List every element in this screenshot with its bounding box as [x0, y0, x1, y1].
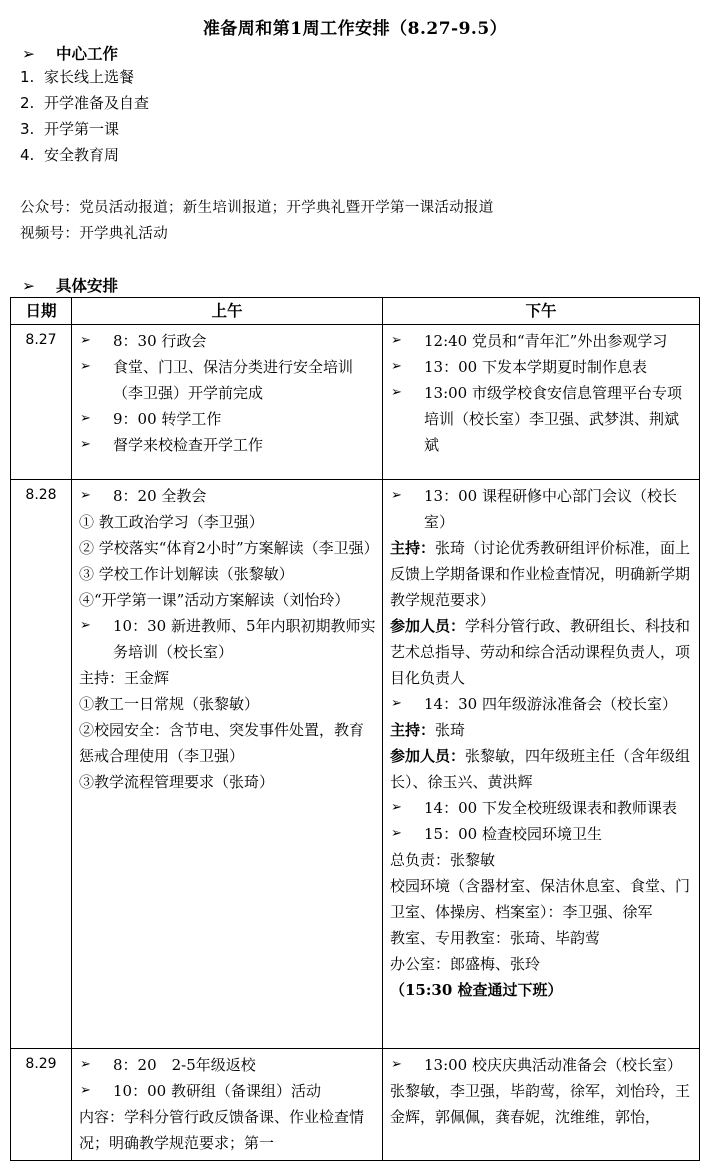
- row-date: 8.27: [11, 325, 72, 480]
- schedule-heading: ➢ 具体安排: [22, 276, 119, 295]
- schedule-item: ➢ 食堂、门卫、保洁分类进行安全培训（李卫强）开学前完成: [79, 354, 376, 406]
- schedule-text: ①教工一日常规（张黎敏）: [79, 695, 260, 713]
- schedule-text: 参加人员：学科分管行政、教研组长、科技和艺术总指导、劳动和综合活动课程负责人，项目化负责人: [390, 617, 691, 687]
- schedule-text: 主持：张琦（讨论优秀教研组评价标准，面上反馈上学期备课和作业检查情况，明确新学期教学规范要求）: [390, 539, 691, 609]
- pm-cell: [383, 480, 700, 1049]
- header-pm: 下午: [383, 298, 700, 325]
- list-item: 4. 安全教育周: [20, 146, 120, 164]
- schedule-text: 参加人员：张黎敏，四年级班主任（含年级组长）、徐玉兴、黄洪辉: [390, 747, 691, 791]
- page-title: 准备周和第1周工作安排（8.27-9.5）: [202, 19, 508, 39]
- am-cell: [72, 1049, 383, 1161]
- schedule-item: ➢ 14：30 四年级游泳准备会（校长室）: [390, 691, 693, 717]
- header-date: 日期: [11, 298, 72, 325]
- schedule-subitem: ② 学校落实“体育2小时”方案解读（李卫强）: [79, 539, 379, 557]
- am-cell: [72, 325, 383, 480]
- list-item: 1. 家长线上选餐: [20, 68, 135, 86]
- schedule-item: ➢ 12:40 党员和“青年汇”外出参观学习: [390, 328, 693, 354]
- video-note: 视频号：开学典礼活动: [20, 226, 168, 242]
- schedule-item: ➢ 8：30 行政会: [79, 328, 376, 354]
- schedule-item: ➢ 13:00 校庆庆典活动准备会（校长室）: [390, 1052, 693, 1078]
- schedule-subitem: ① 教工政治学习（李卫强）: [79, 513, 264, 531]
- schedule-item: ➢ 13：00 课程研修中心部门会议（校长室）: [390, 483, 693, 535]
- schedule-item: ➢ 14：00 下发全校班级课表和教师课表: [390, 795, 693, 821]
- row-date: 8.29: [11, 1049, 72, 1161]
- list-item: 3. 开学第一课: [20, 120, 120, 138]
- header-am: 上午: [72, 298, 383, 325]
- schedule-subitem: ③ 学校工作计划解读（张黎敏）: [79, 565, 294, 583]
- wechat-note: 公众号：党员活动报道；新生培训报道；开学典礼暨开学第一课活动报道: [20, 200, 494, 216]
- schedule-item: ➢ 8：20 全教会: [79, 483, 376, 509]
- schedule-item: ➢ 8：20 2-5年级返校: [79, 1052, 376, 1078]
- schedule-text: 主持：张琦: [390, 721, 466, 739]
- schedule-item: ➢ 15：00 检查校园环境卫生: [390, 821, 693, 847]
- row-date: 8.28: [11, 480, 72, 1049]
- schedule-subitem: ④“开学第一课”活动方案解读（刘怡玲）: [79, 591, 350, 609]
- schedule-text: 办公室：郎盛梅、张玲: [390, 955, 541, 973]
- table-row: [11, 1049, 700, 1161]
- schedule-text: 校园环境（含器材室、保洁休息室、食堂、门卫室、体操房、档案室）：李卫强、徐军: [390, 877, 691, 921]
- schedule-text: 总负责：张黎敏: [390, 851, 496, 869]
- table-row: [11, 480, 700, 1049]
- schedule-table: [10, 297, 700, 1161]
- pm-cell: [383, 325, 700, 480]
- schedule-note: （15:30 检查通过下班）: [390, 981, 563, 999]
- schedule-text: 教室、专用教室：张琦、毕韵莺: [390, 929, 601, 947]
- list-item: 2. 开学准备及自查: [20, 94, 150, 112]
- schedule-item: ➢ 9：00 转学工作: [79, 406, 376, 432]
- table-header-row: [11, 298, 700, 325]
- arrow-bullet-icon: ➢: [22, 45, 35, 63]
- core-work-list: [20, 64, 149, 168]
- table-row: [11, 325, 700, 480]
- schedule-item: ➢ 10：00 教研组（备课组）活动: [79, 1078, 376, 1104]
- am-cell: [72, 480, 383, 1049]
- schedule-text: 张黎敏，李卫强，毕韵莺，徐军，刘怡玲，王金辉，郭佩佩，龚春妮，沈维维，郭怡，: [390, 1082, 691, 1126]
- schedule-text: 主持：王金辉: [79, 669, 170, 687]
- pm-cell: [383, 1049, 700, 1161]
- schedule-text: 内容：学科分管行政反馈备课、作业检查情况；明确教学规范要求；第一: [79, 1108, 365, 1152]
- core-work-heading: ➢ 中心工作: [22, 44, 119, 63]
- arrow-bullet-icon: ➢: [22, 277, 35, 295]
- schedule-item: ➢ 13：00 下发本学期夏时制作息表: [390, 354, 693, 380]
- schedule-text: ②校园安全：含节电、突发事件处置，教育惩戒合理使用（李卫强）: [79, 721, 365, 765]
- schedule-text: ③教学流程管理要求（张琦）: [79, 773, 275, 791]
- schedule-item: ➢ 督学来校检查开学工作: [79, 432, 376, 458]
- schedule-item: ➢ 13:00 市级学校食安信息管理平台专项培训（校长室）李卫强、武梦淇、荆斌斌: [390, 380, 693, 458]
- schedule-item: ➢ 10：30 新进教师、5年内职初期教师实务培训（校长室）: [79, 613, 376, 665]
